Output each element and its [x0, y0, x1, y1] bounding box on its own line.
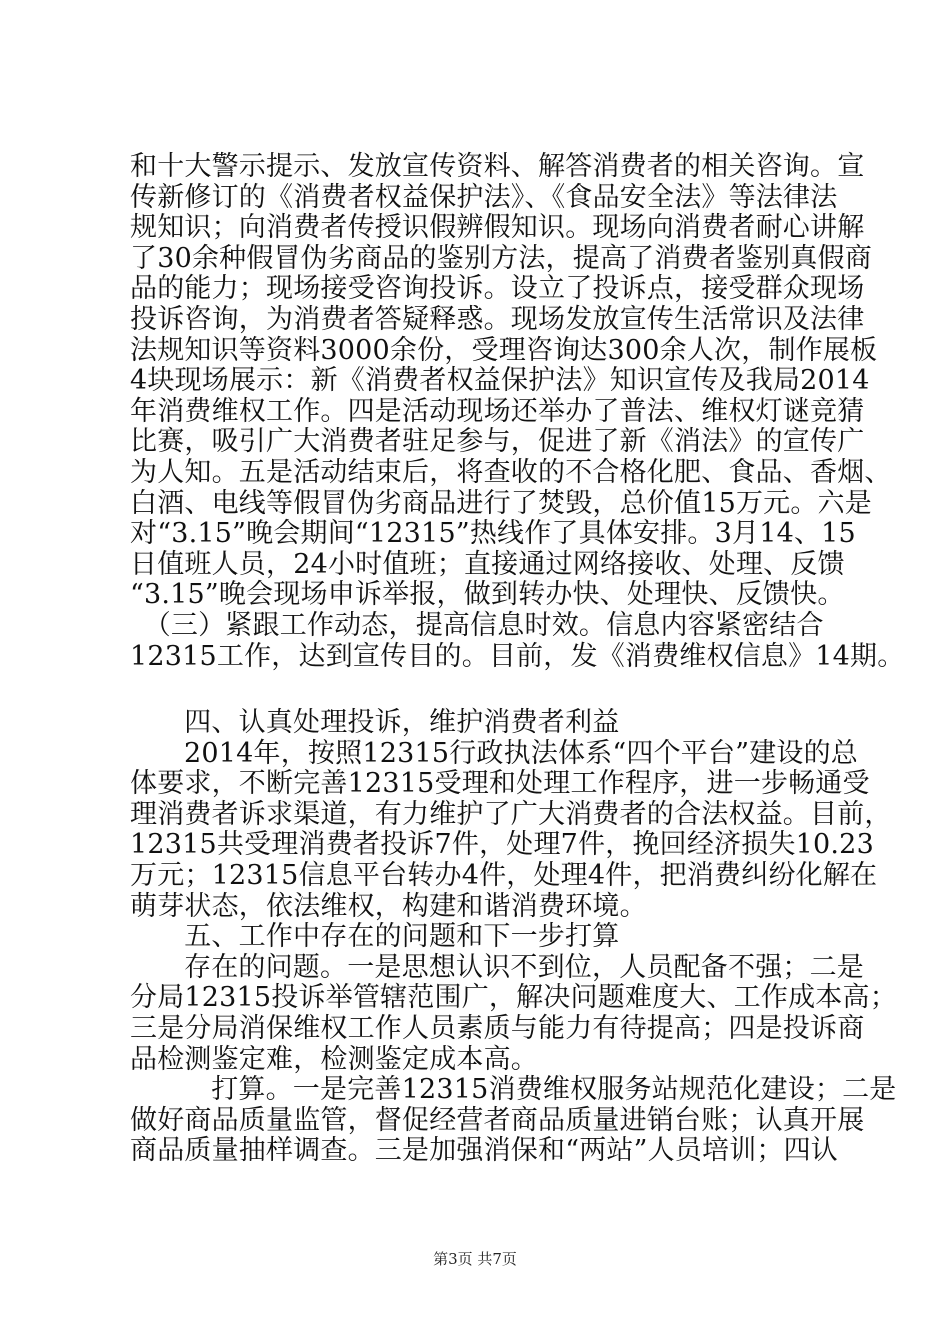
- page-footer: 第3页 共7页: [433, 1250, 517, 1268]
- text-line: 比赛，吸引广大消费者驻足参与，促进了新《消法》的宣传广: [130, 426, 865, 458]
- text-line: 2014年，按照12315行政执法体系“四个平台”建设的总: [184, 737, 859, 769]
- body-text: [130, 151, 905, 1167]
- text-line: 三是分局消保维权工作人员素质与能力有待提高；四是投诉商: [130, 1013, 865, 1045]
- text-line: （三）紧跟工作动态，提高信息时效。信息内容紧密结合: [130, 609, 824, 641]
- text-line: “3.15”晚会现场申诉举报，做到转办快、处理快、反馈快。: [130, 579, 845, 611]
- text-line: 传新修订的《消费者权益保护法》、《食品安全法》等法律法: [130, 181, 838, 213]
- text-line: 商品质量抽样调查。三是加强消保和“两站”人员培训；四认: [130, 1135, 839, 1167]
- text-line: 白酒、电线等假冒伪劣商品进行了焚毁，总价值15万元。六是: [130, 487, 872, 519]
- paragraph-complaints: [130, 737, 892, 923]
- text-line: 萌芽状态，依法维权，构建和谐消费环境。: [130, 890, 647, 922]
- text-line: 12315共受理消费者投诉7件，处理7件，挽回经济损失10.23: [130, 829, 874, 861]
- text-line: 体要求，不断完善12315受理和处理工作程序，进一步畅通受: [130, 768, 870, 800]
- paragraph-info-timeliness: [130, 609, 905, 672]
- paragraph-gap: [130, 672, 845, 708]
- text-line: 品的能力；现场接受咨询投诉。设立了投诉点，接受群众现场: [130, 273, 865, 305]
- text-line: 了30余种假冒伪劣商品的鉴别方法，提高了消费者鉴别真假商: [130, 242, 872, 274]
- text-line: 12315工作，达到宣传目的。目前，发《消费维权信息》14期。: [130, 640, 905, 672]
- text-line: 4块现场展示：新《消费者权益保护法》知识宣传及我局2014: [130, 365, 870, 397]
- text-line: 存在的问题。一是思想认识不到位，人员配备不强；二是: [184, 951, 864, 983]
- text-line: 打算。一是完善12315消费维权服务站规范化建设；二是: [184, 1074, 897, 1106]
- text-line: 投诉咨询，为消费者答疑释惑。现场发放宣传生活常识及法律: [130, 303, 865, 335]
- text-line: 万元；12315信息平台转办4件，处理4件，把消费纠纷化解在: [130, 860, 878, 892]
- text-line: 对“3.15”晚会期间“12315”热线作了具体安排。3月14、15: [130, 518, 856, 550]
- paragraph-activities: [130, 151, 892, 611]
- section-5-heading: 五、工作中存在的问题和下一步打算: [157, 921, 620, 953]
- text-line: 年消费维权工作。四是活动现场还举办了普法、维权灯谜竞猜: [130, 395, 865, 427]
- text-line: 法规知识等资料3000余份，受理咨询达300余人次，制作展板: [130, 334, 878, 366]
- text-line: 规知识；向消费者传授识假辨假知识。现场向消费者耐心讲解: [130, 212, 865, 244]
- text-line: 为人知。五是活动结束后，将查收的不合格化肥、食品、香烟、: [130, 456, 892, 488]
- text-line: 分局12315投诉举管辖范围广，解决问题难度大、工作成本高；: [130, 982, 897, 1014]
- text-line: 品检测鉴定难，检测鉴定成本高。: [130, 1043, 538, 1075]
- text-line: 理消费者诉求渠道，有力维护了广大消费者的合法权益。目前，: [130, 798, 892, 830]
- paragraph-problems: [130, 951, 897, 1075]
- section-4-heading: 四、认真处理投诉，维护消费者利益: [157, 707, 620, 739]
- paragraph-plans: [130, 1074, 897, 1167]
- text-line: 和十大警示提示、发放宣传资料、解答消费者的相关咨询。宣: [130, 151, 865, 182]
- text-line: 做好商品质量监管，督促经营者商品质量进销台账；认真开展: [130, 1104, 865, 1136]
- text-line: 日值班人员，24小时值班；直接通过网络接收、处理、反馈: [130, 548, 845, 580]
